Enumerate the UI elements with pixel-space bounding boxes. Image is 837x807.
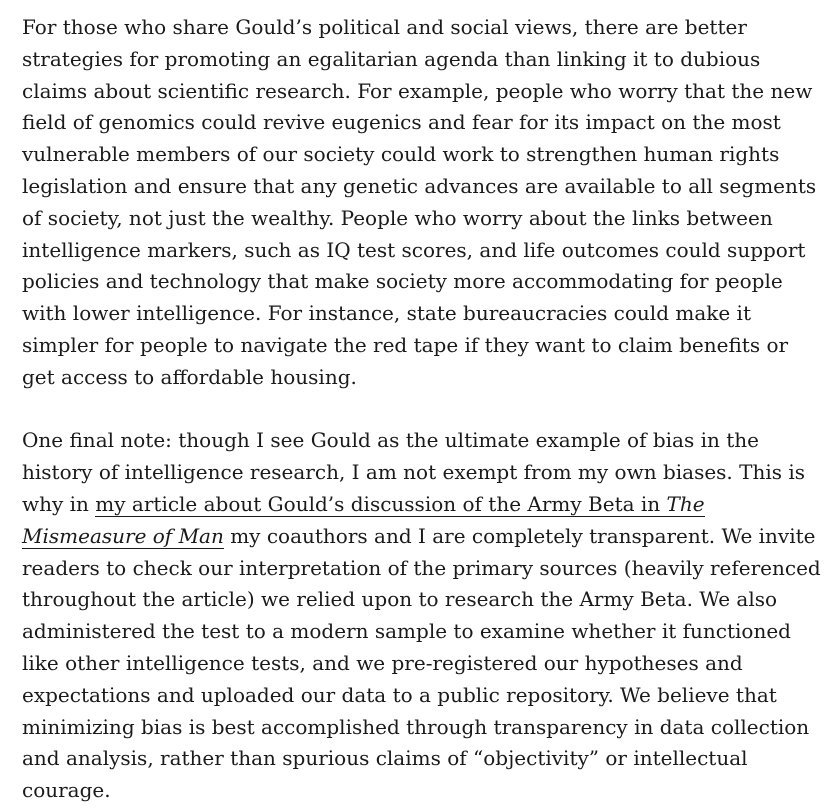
link-text: my article about Gould’s discussion of the Army Beta in bbox=[95, 491, 667, 516]
book-title-italic: The Mismeasure of Man bbox=[22, 491, 705, 548]
paragraph-text-before-link: One final note: though I see Gould as the ultimate example of bias in the history of intelligence research, I am not exempt from my own biases. This is why in bbox=[22, 428, 806, 516]
paragraph-final-note bbox=[22, 425, 823, 807]
paragraph-egalitarian-strategies: For those who share Gould’s political and social views, there are better strategies for promoting an egalitarian agenda than linking it to dubious claims about scientific research. For example, people who worry that the new field of genomics could revive eugenics and fear for its impact on the most vulnerable members of our society could work to strengthen human rights legislation and ensure that any genetic advances are available to all segments of society, not just the wealthy. People who worry about the links between intelligence markers, such as IQ test scores, and life outcomes could support policies and technology that make society more accommodating for people with lower intelligence. For instance, state bureaucracies could make it simpler for people to navigate the red tape if they want to claim benefits or get access to affordable housing. bbox=[22, 15, 817, 389]
paragraph-text-after-link: my coauthors and I are completely transparent. We invite readers to check our interpretation of the primary sources (heavily referenced throughout the article) we relied upon to research the Army Beta. We also administered the test to a modern sample to examine whether it functioned like other intelligence tests, and we pre-registered our hypotheses and expectations and uploaded our data to a public repository. We believe that minimizing bias is best accomplished through transparency in data collection and analysis, rather than spurious claims of “objectivity” or intellectual courage. bbox=[22, 523, 821, 803]
